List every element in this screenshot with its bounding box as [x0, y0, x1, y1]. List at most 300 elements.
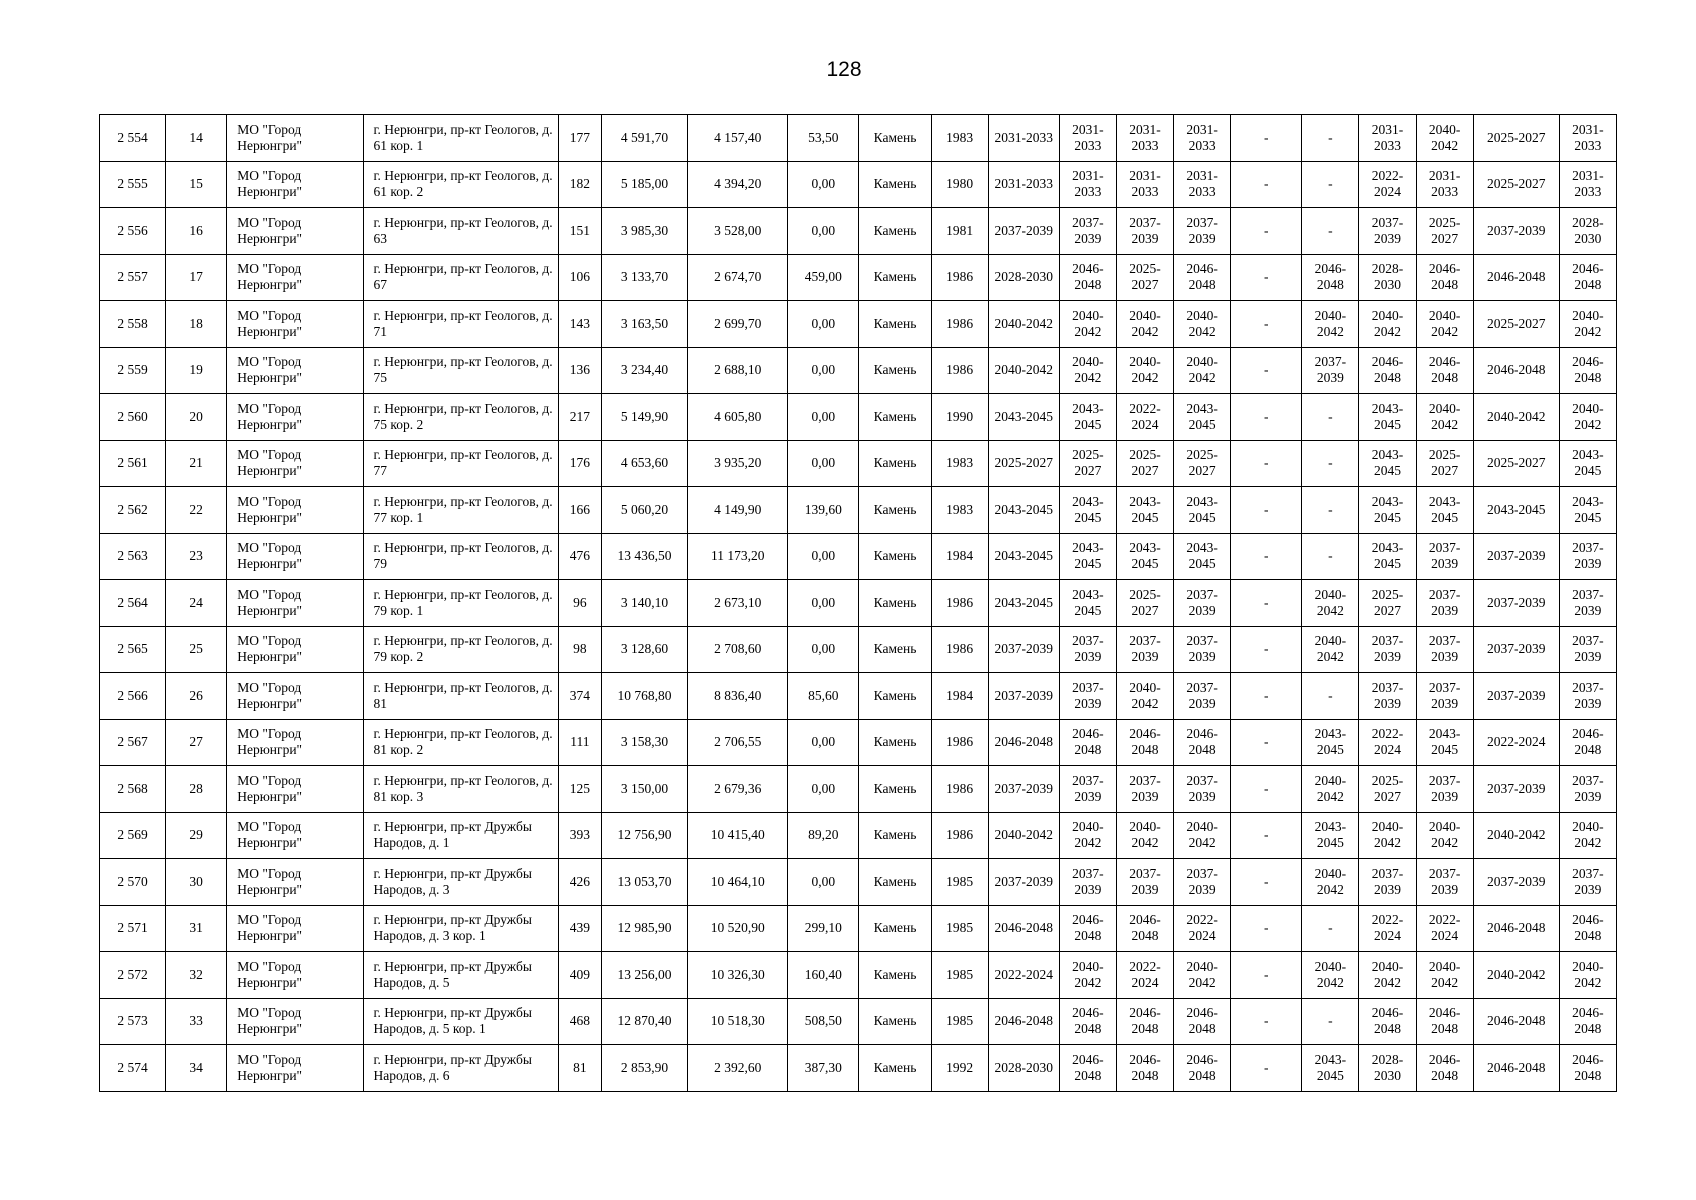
work-period-cell-10: 2043-2045: [1559, 440, 1616, 487]
municipality-cell: МО "Город Нерюнгри": [227, 952, 363, 999]
table-row: [100, 998, 1617, 1045]
work-period-cell-10: 2037-2039: [1559, 580, 1616, 627]
work-period-cell-3: 2022-2024: [1116, 952, 1173, 999]
registry-number-cell: 2 559: [100, 347, 166, 394]
work-period-cell-5: -: [1231, 998, 1302, 1045]
wall-material-cell: Камень: [859, 440, 931, 487]
work-period-cell-7: 2037-2039: [1359, 208, 1416, 255]
work-period-cell-4: 2025-2027: [1174, 440, 1231, 487]
work-period-cell-4: 2046-2048: [1174, 254, 1231, 301]
row-number-cell: 19: [166, 347, 227, 394]
residents-cell: 98: [558, 626, 601, 673]
total-area-cell: 3 163,50: [601, 301, 687, 348]
wall-material-cell: Камень: [859, 626, 931, 673]
wall-material-cell: Камень: [859, 719, 931, 766]
address-cell: г. Нерюнгри, пр-кт Геологов, д. 75: [363, 347, 558, 394]
address-cell: г. Нерюнгри, пр-кт Геологов, д. 79 кор. 1: [363, 580, 558, 627]
residents-cell: 143: [558, 301, 601, 348]
work-period-cell-3: 2031-2033: [1116, 161, 1173, 208]
work-period-cell-3: 2040-2042: [1116, 812, 1173, 859]
work-period-cell-6: 2040-2042: [1302, 859, 1359, 906]
work-period-cell-4: 2046-2048: [1174, 719, 1231, 766]
work-period-cell-5: -: [1231, 161, 1302, 208]
nonresidential-area-cell: 0,00: [788, 626, 859, 673]
work-period-cell-2: 2037-2039: [1059, 208, 1116, 255]
total-area-cell: 4 653,60: [601, 440, 687, 487]
build-year-cell: 1985: [931, 859, 988, 906]
work-period-cell-1: 2022-2024: [988, 952, 1059, 999]
work-period-cell-7: 2022-2024: [1359, 161, 1416, 208]
municipality-cell: МО "Город Нерюнгри": [227, 254, 363, 301]
row-number-cell: 32: [166, 952, 227, 999]
housing-registry-table: [99, 114, 1617, 1092]
total-area-cell: 3 150,00: [601, 766, 687, 813]
row-number-cell: 30: [166, 859, 227, 906]
work-period-cell-8: 2040-2042: [1416, 115, 1473, 162]
table-row: [100, 208, 1617, 255]
total-area-cell: 3 158,30: [601, 719, 687, 766]
nonresidential-area-cell: 160,40: [788, 952, 859, 999]
work-period-cell-7: 2028-2030: [1359, 1045, 1416, 1092]
residential-area-cell: 10 520,90: [688, 905, 788, 952]
residential-area-cell: 2 688,10: [688, 347, 788, 394]
work-period-cell-5: -: [1231, 115, 1302, 162]
work-period-cell-2: 2040-2042: [1059, 347, 1116, 394]
work-period-cell-4: 2022-2024: [1174, 905, 1231, 952]
work-period-cell-2: 2043-2045: [1059, 487, 1116, 534]
work-period-cell-2: 2037-2039: [1059, 626, 1116, 673]
work-period-cell-3: 2040-2042: [1116, 673, 1173, 720]
row-number-cell: 27: [166, 719, 227, 766]
residents-cell: 111: [558, 719, 601, 766]
work-period-cell-9: 2037-2039: [1473, 673, 1559, 720]
work-period-cell-8: 2040-2042: [1416, 301, 1473, 348]
work-period-cell-3: 2046-2048: [1116, 719, 1173, 766]
work-period-cell-8: 2037-2039: [1416, 533, 1473, 580]
work-period-cell-6: -: [1302, 394, 1359, 441]
work-period-cell-10: 2046-2048: [1559, 254, 1616, 301]
row-number-cell: 26: [166, 673, 227, 720]
work-period-cell-4: 2040-2042: [1174, 812, 1231, 859]
residential-area-cell: 3 935,20: [688, 440, 788, 487]
residents-cell: 136: [558, 347, 601, 394]
nonresidential-area-cell: 85,60: [788, 673, 859, 720]
table-row: [100, 347, 1617, 394]
work-period-cell-10: 2046-2048: [1559, 719, 1616, 766]
work-period-cell-8: 2043-2045: [1416, 487, 1473, 534]
work-period-cell-8: 2046-2048: [1416, 347, 1473, 394]
row-number-cell: 33: [166, 998, 227, 1045]
wall-material-cell: Камень: [859, 580, 931, 627]
residents-cell: 176: [558, 440, 601, 487]
address-cell: г. Нерюнгри, пр-кт Геологов, д. 79 кор. 2: [363, 626, 558, 673]
work-period-cell-5: -: [1231, 208, 1302, 255]
work-period-cell-3: 2046-2048: [1116, 1045, 1173, 1092]
residents-cell: 81: [558, 1045, 601, 1092]
work-period-cell-8: 2040-2042: [1416, 952, 1473, 999]
work-period-cell-3: 2043-2045: [1116, 533, 1173, 580]
address-cell: г. Нерюнгри, пр-кт Дружбы Народов, д. 3: [363, 859, 558, 906]
table-row: [100, 440, 1617, 487]
residents-cell: 439: [558, 905, 601, 952]
build-year-cell: 1986: [931, 766, 988, 813]
work-period-cell-2: 2046-2048: [1059, 719, 1116, 766]
work-period-cell-6: -: [1302, 115, 1359, 162]
wall-material-cell: Камень: [859, 766, 931, 813]
table-row: [100, 580, 1617, 627]
work-period-cell-4: 2040-2042: [1174, 347, 1231, 394]
registry-number-cell: 2 560: [100, 394, 166, 441]
work-period-cell-5: -: [1231, 626, 1302, 673]
registry-number-cell: 2 573: [100, 998, 166, 1045]
work-period-cell-1: 2031-2033: [988, 115, 1059, 162]
work-period-cell-9: 2037-2039: [1473, 766, 1559, 813]
residential-area-cell: 2 708,60: [688, 626, 788, 673]
work-period-cell-5: -: [1231, 254, 1302, 301]
work-period-cell-5: -: [1231, 766, 1302, 813]
page-number: 128: [826, 58, 862, 81]
work-period-cell-7: 2028-2030: [1359, 254, 1416, 301]
work-period-cell-3: 2037-2039: [1116, 626, 1173, 673]
work-period-cell-8: 2031-2033: [1416, 161, 1473, 208]
build-year-cell: 1986: [931, 580, 988, 627]
residential-area-cell: 4 394,20: [688, 161, 788, 208]
work-period-cell-10: 2037-2039: [1559, 859, 1616, 906]
work-period-cell-1: 2043-2045: [988, 533, 1059, 580]
work-period-cell-6: 2043-2045: [1302, 719, 1359, 766]
work-period-cell-2: 2040-2042: [1059, 812, 1116, 859]
total-area-cell: 3 133,70: [601, 254, 687, 301]
residents-cell: 166: [558, 487, 601, 534]
build-year-cell: 1985: [931, 998, 988, 1045]
residential-area-cell: 10 415,40: [688, 812, 788, 859]
residents-cell: 151: [558, 208, 601, 255]
table-row: [100, 719, 1617, 766]
registry-number-cell: 2 554: [100, 115, 166, 162]
work-period-cell-9: 2046-2048: [1473, 998, 1559, 1045]
work-period-cell-4: 2046-2048: [1174, 998, 1231, 1045]
row-number-cell: 24: [166, 580, 227, 627]
work-period-cell-7: 2040-2042: [1359, 952, 1416, 999]
registry-number-cell: 2 555: [100, 161, 166, 208]
work-period-cell-2: 2040-2042: [1059, 952, 1116, 999]
work-period-cell-8: 2037-2039: [1416, 580, 1473, 627]
nonresidential-area-cell: 459,00: [788, 254, 859, 301]
work-period-cell-10: 2046-2048: [1559, 998, 1616, 1045]
municipality-cell: МО "Город Нерюнгри": [227, 673, 363, 720]
work-period-cell-5: -: [1231, 347, 1302, 394]
work-period-cell-7: 2025-2027: [1359, 580, 1416, 627]
total-area-cell: 3 234,40: [601, 347, 687, 394]
work-period-cell-7: 2043-2045: [1359, 440, 1416, 487]
table-row: [100, 1045, 1617, 1092]
registry-number-cell: 2 562: [100, 487, 166, 534]
row-number-cell: 23: [166, 533, 227, 580]
residents-cell: 106: [558, 254, 601, 301]
work-period-cell-1: 2040-2042: [988, 347, 1059, 394]
registry-number-cell: 2 570: [100, 859, 166, 906]
table-row: [100, 766, 1617, 813]
wall-material-cell: Камень: [859, 533, 931, 580]
work-period-cell-6: 2040-2042: [1302, 952, 1359, 999]
nonresidential-area-cell: 0,00: [788, 347, 859, 394]
row-number-cell: 21: [166, 440, 227, 487]
municipality-cell: МО "Город Нерюнгри": [227, 1045, 363, 1092]
work-period-cell-6: 2043-2045: [1302, 812, 1359, 859]
build-year-cell: 1986: [931, 301, 988, 348]
residential-area-cell: 2 706,55: [688, 719, 788, 766]
work-period-cell-10: 2031-2033: [1559, 161, 1616, 208]
address-cell: г. Нерюнгри, пр-кт Дружбы Народов, д. 1: [363, 812, 558, 859]
work-period-cell-4: 2040-2042: [1174, 952, 1231, 999]
work-period-cell-1: 2043-2045: [988, 580, 1059, 627]
municipality-cell: МО "Город Нерюнгри": [227, 394, 363, 441]
work-period-cell-4: 2031-2033: [1174, 115, 1231, 162]
address-cell: г. Нерюнгри, пр-кт Геологов, д. 71: [363, 301, 558, 348]
work-period-cell-10: 2040-2042: [1559, 394, 1616, 441]
address-cell: г. Нерюнгри, пр-кт Дружбы Народов, д. 5: [363, 952, 558, 999]
registry-number-cell: 2 571: [100, 905, 166, 952]
residential-area-cell: 2 392,60: [688, 1045, 788, 1092]
total-area-cell: 5 149,90: [601, 394, 687, 441]
work-period-cell-10: 2046-2048: [1559, 905, 1616, 952]
total-area-cell: 3 140,10: [601, 580, 687, 627]
work-period-cell-9: 2037-2039: [1473, 626, 1559, 673]
registry-number-cell: 2 557: [100, 254, 166, 301]
work-period-cell-7: 2046-2048: [1359, 347, 1416, 394]
work-period-cell-8: 2046-2048: [1416, 254, 1473, 301]
work-period-cell-7: 2040-2042: [1359, 812, 1416, 859]
work-period-cell-5: -: [1231, 487, 1302, 534]
work-period-cell-6: 2043-2045: [1302, 1045, 1359, 1092]
address-cell: г. Нерюнгри, пр-кт Дружбы Народов, д. 6: [363, 1045, 558, 1092]
work-period-cell-5: -: [1231, 440, 1302, 487]
row-number-cell: 15: [166, 161, 227, 208]
residents-cell: 468: [558, 998, 601, 1045]
work-period-cell-1: 2037-2039: [988, 859, 1059, 906]
nonresidential-area-cell: 508,50: [788, 998, 859, 1045]
work-period-cell-9: 2037-2039: [1473, 580, 1559, 627]
work-period-cell-9: 2040-2042: [1473, 812, 1559, 859]
build-year-cell: 1984: [931, 533, 988, 580]
work-period-cell-5: -: [1231, 580, 1302, 627]
registry-number-cell: 2 568: [100, 766, 166, 813]
address-cell: г. Нерюнгри, пр-кт Геологов, д. 77 кор. 1: [363, 487, 558, 534]
work-period-cell-9: 2025-2027: [1473, 115, 1559, 162]
work-period-cell-7: 2043-2045: [1359, 533, 1416, 580]
wall-material-cell: Камень: [859, 301, 931, 348]
table-row: [100, 115, 1617, 162]
work-period-cell-3: 2046-2048: [1116, 905, 1173, 952]
work-period-cell-9: 2025-2027: [1473, 301, 1559, 348]
work-period-cell-3: 2037-2039: [1116, 208, 1173, 255]
work-period-cell-10: 2037-2039: [1559, 766, 1616, 813]
nonresidential-area-cell: 0,00: [788, 394, 859, 441]
work-period-cell-4: 2037-2039: [1174, 626, 1231, 673]
work-period-cell-9: 2040-2042: [1473, 394, 1559, 441]
work-period-cell-5: -: [1231, 533, 1302, 580]
work-period-cell-3: 2037-2039: [1116, 766, 1173, 813]
work-period-cell-8: 2037-2039: [1416, 859, 1473, 906]
total-area-cell: 13 053,70: [601, 859, 687, 906]
work-period-cell-10: 2037-2039: [1559, 626, 1616, 673]
work-period-cell-2: 2043-2045: [1059, 580, 1116, 627]
build-year-cell: 1983: [931, 440, 988, 487]
work-period-cell-2: 2037-2039: [1059, 766, 1116, 813]
municipality-cell: МО "Город Нерюнгри": [227, 998, 363, 1045]
build-year-cell: 1986: [931, 254, 988, 301]
table-row: [100, 301, 1617, 348]
work-period-cell-2: 2046-2048: [1059, 905, 1116, 952]
work-period-cell-1: 2046-2048: [988, 998, 1059, 1045]
residents-cell: 96: [558, 580, 601, 627]
wall-material-cell: Камень: [859, 347, 931, 394]
work-period-cell-5: -: [1231, 952, 1302, 999]
nonresidential-area-cell: 0,00: [788, 301, 859, 348]
wall-material-cell: Камень: [859, 998, 931, 1045]
residents-cell: 393: [558, 812, 601, 859]
work-period-cell-10: 2040-2042: [1559, 952, 1616, 999]
work-period-cell-1: 2025-2027: [988, 440, 1059, 487]
nonresidential-area-cell: 0,00: [788, 766, 859, 813]
work-period-cell-10: 2031-2033: [1559, 115, 1616, 162]
wall-material-cell: Камень: [859, 952, 931, 999]
build-year-cell: 1983: [931, 115, 988, 162]
wall-material-cell: Камень: [859, 673, 931, 720]
total-area-cell: 12 756,90: [601, 812, 687, 859]
table-row: [100, 952, 1617, 999]
total-area-cell: 4 591,70: [601, 115, 687, 162]
residential-area-cell: 10 518,30: [688, 998, 788, 1045]
registry-number-cell: 2 565: [100, 626, 166, 673]
address-cell: г. Нерюнгри, пр-кт Дружбы Народов, д. 3 кор. 1: [363, 905, 558, 952]
work-period-cell-8: 2040-2042: [1416, 394, 1473, 441]
work-period-cell-10: 2043-2045: [1559, 487, 1616, 534]
municipality-cell: МО "Город Нерюнгри": [227, 487, 363, 534]
work-period-cell-7: 2046-2048: [1359, 998, 1416, 1045]
work-period-cell-4: 2037-2039: [1174, 208, 1231, 255]
work-period-cell-2: 2043-2045: [1059, 533, 1116, 580]
work-period-cell-10: 2040-2042: [1559, 812, 1616, 859]
residential-area-cell: 3 528,00: [688, 208, 788, 255]
table-row: [100, 626, 1617, 673]
work-period-cell-4: 2037-2039: [1174, 859, 1231, 906]
residents-cell: 426: [558, 859, 601, 906]
work-period-cell-1: 2028-2030: [988, 254, 1059, 301]
table-row: [100, 254, 1617, 301]
total-area-cell: 13 256,00: [601, 952, 687, 999]
work-period-cell-5: -: [1231, 301, 1302, 348]
build-year-cell: 1984: [931, 673, 988, 720]
work-period-cell-7: 2022-2024: [1359, 719, 1416, 766]
work-period-cell-3: 2022-2024: [1116, 394, 1173, 441]
registry-number-cell: 2 566: [100, 673, 166, 720]
table-body: [100, 115, 1617, 1092]
work-period-cell-4: 2037-2039: [1174, 673, 1231, 720]
work-period-cell-9: 2046-2048: [1473, 347, 1559, 394]
work-period-cell-7: 2037-2039: [1359, 626, 1416, 673]
work-period-cell-9: 2046-2048: [1473, 905, 1559, 952]
work-period-cell-2: 2037-2039: [1059, 859, 1116, 906]
residential-area-cell: 4 149,90: [688, 487, 788, 534]
nonresidential-area-cell: 0,00: [788, 440, 859, 487]
table-row: [100, 161, 1617, 208]
municipality-cell: МО "Город Нерюнгри": [227, 347, 363, 394]
registry-number-cell: 2 574: [100, 1045, 166, 1092]
residents-cell: 409: [558, 952, 601, 999]
work-period-cell-10: 2037-2039: [1559, 533, 1616, 580]
row-number-cell: 17: [166, 254, 227, 301]
wall-material-cell: Камень: [859, 394, 931, 441]
work-period-cell-7: 2025-2027: [1359, 766, 1416, 813]
wall-material-cell: Камень: [859, 254, 931, 301]
wall-material-cell: Камень: [859, 1045, 931, 1092]
nonresidential-area-cell: 53,50: [788, 115, 859, 162]
municipality-cell: МО "Город Нерюнгри": [227, 301, 363, 348]
work-period-cell-3: 2037-2039: [1116, 859, 1173, 906]
work-period-cell-7: 2031-2033: [1359, 115, 1416, 162]
row-number-cell: 25: [166, 626, 227, 673]
work-period-cell-6: -: [1302, 905, 1359, 952]
work-period-cell-3: 2043-2045: [1116, 487, 1173, 534]
work-period-cell-1: 2043-2045: [988, 394, 1059, 441]
build-year-cell: 1986: [931, 347, 988, 394]
work-period-cell-8: 2043-2045: [1416, 719, 1473, 766]
work-period-cell-7: 2043-2045: [1359, 394, 1416, 441]
build-year-cell: 1990: [931, 394, 988, 441]
municipality-cell: МО "Город Нерюнгри": [227, 719, 363, 766]
work-period-cell-9: 2043-2045: [1473, 487, 1559, 534]
table-row: [100, 859, 1617, 906]
work-period-cell-4: 2031-2033: [1174, 161, 1231, 208]
total-area-cell: 2 853,90: [601, 1045, 687, 1092]
build-year-cell: 1986: [931, 719, 988, 766]
work-period-cell-1: 2037-2039: [988, 208, 1059, 255]
municipality-cell: МО "Город Нерюнгри": [227, 115, 363, 162]
wall-material-cell: Камень: [859, 208, 931, 255]
row-number-cell: 28: [166, 766, 227, 813]
municipality-cell: МО "Город Нерюнгри": [227, 859, 363, 906]
work-period-cell-9: 2037-2039: [1473, 859, 1559, 906]
total-area-cell: 3 985,30: [601, 208, 687, 255]
build-year-cell: 1980: [931, 161, 988, 208]
work-period-cell-7: 2037-2039: [1359, 859, 1416, 906]
work-period-cell-1: 2031-2033: [988, 161, 1059, 208]
work-period-cell-1: 2040-2042: [988, 301, 1059, 348]
work-period-cell-2: 2031-2033: [1059, 115, 1116, 162]
work-period-cell-1: 2046-2048: [988, 719, 1059, 766]
address-cell: г. Нерюнгри, пр-кт Геологов, д. 79: [363, 533, 558, 580]
total-area-cell: 3 128,60: [601, 626, 687, 673]
work-period-cell-7: 2043-2045: [1359, 487, 1416, 534]
total-area-cell: 5 185,00: [601, 161, 687, 208]
work-period-cell-4: 2037-2039: [1174, 766, 1231, 813]
work-period-cell-5: -: [1231, 719, 1302, 766]
work-period-cell-2: 2046-2048: [1059, 1045, 1116, 1092]
address-cell: г. Нерюнгри, пр-кт Дружбы Народов, д. 5 кор. 1: [363, 998, 558, 1045]
work-period-cell-4: 2040-2042: [1174, 301, 1231, 348]
work-period-cell-9: 2025-2027: [1473, 440, 1559, 487]
registry-number-cell: 2 558: [100, 301, 166, 348]
work-period-cell-8: 2025-2027: [1416, 208, 1473, 255]
table-row: [100, 673, 1617, 720]
work-period-cell-8: 2040-2042: [1416, 812, 1473, 859]
municipality-cell: МО "Город Нерюнгри": [227, 905, 363, 952]
residential-area-cell: 4 157,40: [688, 115, 788, 162]
work-period-cell-6: -: [1302, 440, 1359, 487]
residents-cell: 374: [558, 673, 601, 720]
work-period-cell-1: 2037-2039: [988, 673, 1059, 720]
